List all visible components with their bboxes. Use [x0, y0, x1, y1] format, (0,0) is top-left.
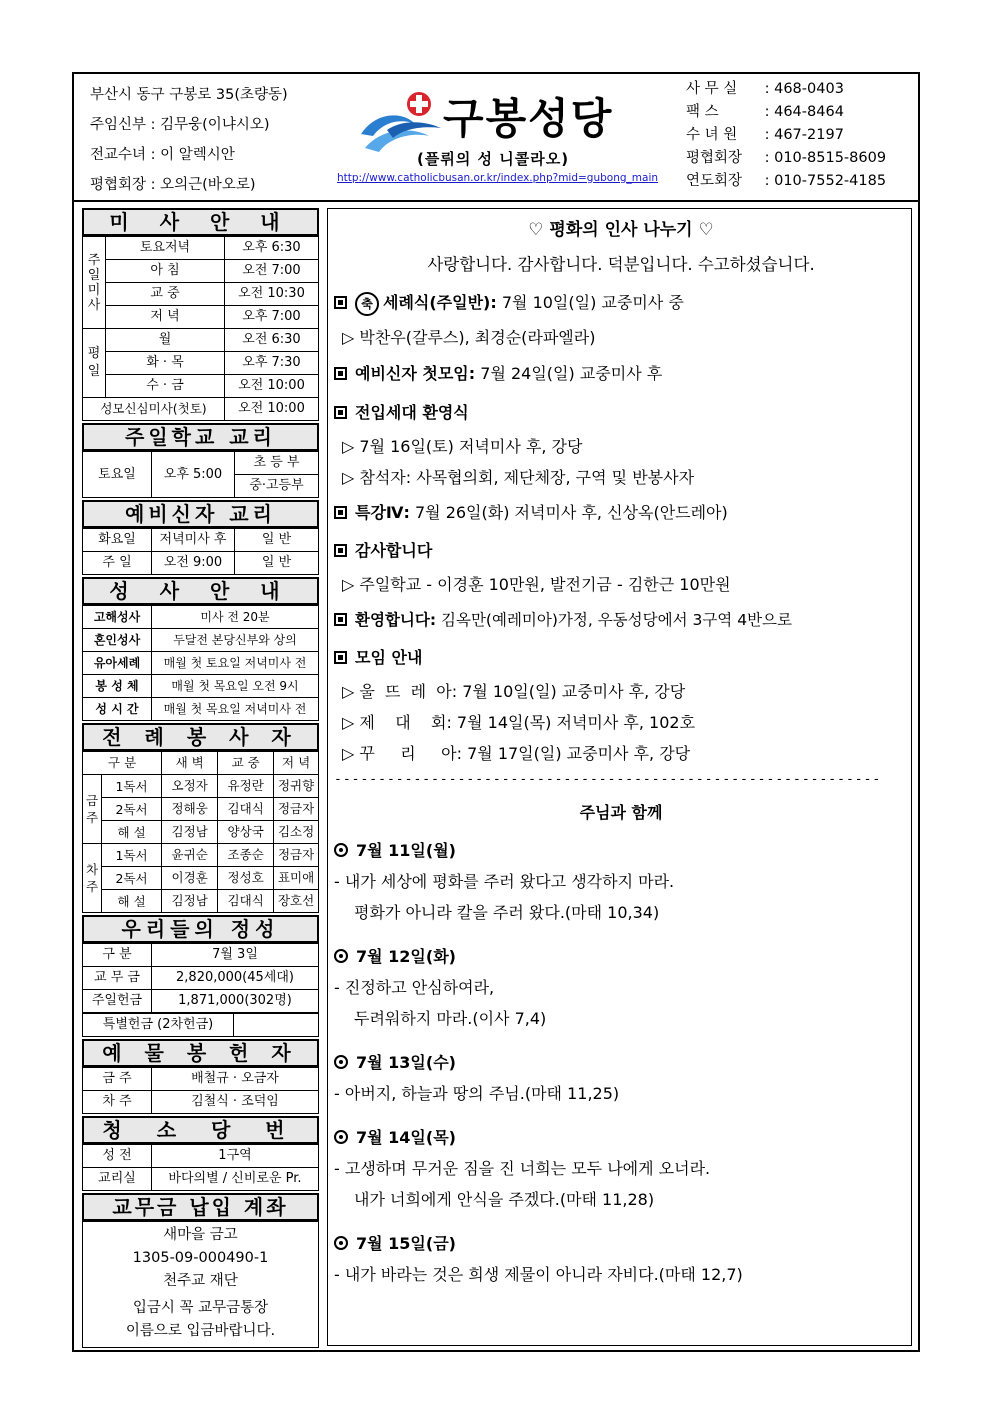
main-content — [327, 208, 912, 1346]
contact-row: 평협회장 : 010-8515-8609 — [686, 147, 886, 170]
day-heading — [334, 1047, 908, 1078]
sacrament-name: 성 시 간 — [83, 698, 152, 721]
sacrament-name: 고해성사 — [83, 606, 152, 629]
square-bullet-icon — [334, 506, 347, 519]
table-row — [83, 821, 319, 844]
square-bullet-icon — [334, 544, 347, 557]
day-heading — [334, 1228, 908, 1259]
table-row — [83, 844, 319, 867]
mass-name: 수 · 금 — [106, 375, 225, 398]
class-group: 초 등 부 — [235, 452, 319, 475]
scripture-line: - 진정하고 안심하여라, — [334, 978, 495, 997]
servers-group-this-week: 금 주 — [83, 775, 102, 844]
table-row — [83, 629, 319, 652]
server-name: 윤귀순 — [162, 844, 218, 867]
account-number: 1305-09-000490-1 — [132, 1250, 269, 1266]
sunday-mass-group: 주 일 미 사 — [83, 237, 106, 329]
sacrament-name: 봉 성 체 — [83, 675, 152, 698]
offering-label: 주일헌금 — [83, 990, 152, 1013]
server-name: 장호선 — [274, 890, 319, 913]
parish-logo — [337, 84, 687, 194]
table-row — [83, 775, 319, 798]
catechumen-title: 예비신자 교리 — [82, 500, 319, 528]
account-note: 입금시 꼭 교무금통장 — [132, 1300, 269, 1316]
contact-label: 사 무 실 — [686, 81, 738, 97]
contact-label: 평협회장 — [686, 150, 743, 166]
mass-time: 오전 6:30 — [225, 329, 319, 352]
parish-name: 구봉성당 — [443, 94, 614, 143]
table-row — [83, 990, 319, 1013]
mass-time: 오후 7:30 — [225, 352, 319, 375]
table-row — [83, 237, 319, 260]
scripture-line: - 내가 바라는 것은 희생 제물이 아니라 자비다.(마태 12,7) — [334, 1265, 743, 1284]
server-role: 2독서 — [102, 867, 162, 890]
class-time: 저녁미사 후 — [152, 529, 235, 552]
table-row — [83, 606, 319, 629]
welcome-ceremony-attendees: ▷ 참석자: 사목협의회, 제단체장, 구역 및 반봉사자 — [342, 468, 695, 487]
table-header: 구 분 — [83, 752, 162, 775]
scripture-line: - 아버지, 하늘과 땅의 주님.(마태 11,25) — [334, 1084, 620, 1103]
day-date: 7월 12일(화) — [356, 947, 456, 966]
lecture-label: 특강Ⅳ: — [355, 503, 410, 522]
table-row — [83, 867, 319, 890]
server-name: 조종순 — [218, 844, 274, 867]
table-row — [83, 529, 319, 552]
table-row — [83, 752, 319, 775]
sacrament-name: 혼인성사 — [83, 629, 152, 652]
divider: -------------------------------------------------------------- — [334, 772, 882, 787]
meeting-entry: ▷ 제 대 회: 7월 14일(목) 저녁미사 후, 102호 — [342, 713, 696, 732]
table-row — [83, 967, 319, 990]
day-heading — [334, 1122, 908, 1153]
scripture-line: - 고생하며 무거운 짐을 진 너희는 모두 나에게 오너라. — [334, 1159, 711, 1178]
class-group: 중·고등부 — [235, 475, 319, 498]
meeting-label: 모임 안내 — [355, 648, 423, 667]
server-name: 정성호 — [218, 867, 274, 890]
cleaning-place: 교리실 — [83, 1168, 152, 1191]
circle-bullet-icon — [334, 843, 348, 857]
parish-website-link[interactable]: http://www.catholicbusan.or.kr/index.php?mid=gubong_main — [337, 172, 659, 184]
sacrament-desc: 두달전 본당신부와 상의 — [152, 629, 319, 652]
square-bullet-icon — [334, 651, 347, 664]
servers-group-next-week: 차 주 — [83, 844, 102, 913]
contact-value: 010-7552-4185 — [774, 173, 887, 189]
contact-value: 464-8464 — [774, 104, 844, 120]
circle-bullet-icon — [334, 1055, 348, 1069]
scripture-line: - 내가 세상에 평화를 주러 왔다고 생각하지 마라. — [334, 872, 675, 891]
gift-names: 배철규 · 오금자 — [152, 1068, 319, 1091]
gift-names: 김철식 · 조덕임 — [152, 1091, 319, 1114]
server-name: 정금자 — [274, 798, 319, 821]
table-row — [83, 1091, 319, 1114]
scripture-line: 두려워하지 마라.(이사 7,4) — [354, 1009, 547, 1028]
table-row — [83, 283, 319, 306]
day-date: 7월 15일(금) — [356, 1234, 456, 1253]
sacrament-table — [82, 605, 319, 721]
server-name: 정귀향 — [274, 775, 319, 798]
cleaning-team: 1구역 — [152, 1145, 319, 1168]
table-row — [83, 329, 319, 352]
offering-title: 우리들의 정성 — [82, 915, 319, 943]
mass-name: 화 · 목 — [106, 352, 225, 375]
contact-value: 467-2197 — [774, 127, 844, 143]
server-name: 유정란 — [218, 775, 274, 798]
lecture-text: 7월 26일(화) 저녁미사 후, 신상옥(안드레아) — [409, 503, 728, 522]
meeting-entry: ▷ 꾸 리 아: 7월 17일(일) 교중미사 후, 강당 — [342, 744, 691, 763]
day-date: 7월 11일(월) — [356, 841, 456, 860]
thanks-text: ▷ 주일학교 - 이경훈 10만원, 발전기금 - 김한근 10만원 — [342, 575, 731, 594]
table-row — [83, 1068, 319, 1091]
table-row — [83, 1168, 319, 1191]
parish-emblem-icon — [357, 90, 449, 156]
table-row — [83, 1145, 319, 1168]
welcome-ceremony-label: 전입세대 환영식 — [355, 403, 469, 422]
servers-title: 전 례 봉 사 자 — [82, 723, 319, 751]
server-role: 2독서 — [102, 798, 162, 821]
account-note: 이름으로 입금바랍니다. — [125, 1323, 276, 1339]
table-row — [83, 352, 319, 375]
welcome-ceremony-time: ▷ 7월 16일(토) 저녁미사 후, 강당 — [342, 437, 583, 456]
square-bullet-icon — [334, 406, 347, 419]
class-day: 토요일 — [83, 452, 152, 498]
mass-time: 오후 7:00 — [225, 306, 319, 329]
table-row — [83, 1014, 319, 1037]
circle-bullet-icon — [334, 1236, 348, 1250]
sacrament-desc: 미사 전 20분 — [152, 606, 319, 629]
baptism-names: ▷ 박찬우(갈루스), 최경순(라파엘라) — [342, 328, 596, 347]
sunday-school-table — [82, 451, 319, 498]
contact-value: 010-8515-8609 — [774, 150, 887, 166]
contact-label: 팩 스 — [686, 104, 719, 120]
circle-bullet-icon — [334, 949, 348, 963]
mass-name: 성모신심미사(첫토) — [83, 398, 225, 421]
servers-table — [82, 751, 319, 913]
mass-time: 오전 10:00 — [225, 398, 319, 421]
offering-label: 교 무 금 — [83, 967, 152, 990]
mass-time: 오전 7:00 — [225, 260, 319, 283]
special-offering-table — [82, 1013, 319, 1037]
table-row — [83, 890, 319, 913]
class-type: 일 반 — [235, 529, 319, 552]
newcomer-item — [334, 600, 908, 640]
newcomer-label: 환영합니다: — [355, 611, 437, 629]
class-time: 오후 5:00 — [152, 452, 235, 498]
offering-table — [82, 943, 319, 1013]
baptism-item — [334, 284, 908, 322]
table-row — [83, 398, 319, 421]
mass-schedule-title: 미 사 안 내 — [82, 208, 319, 236]
server-name: 표미애 — [274, 867, 319, 890]
server-name: 김소정 — [274, 821, 319, 844]
special-offering-label: 특별헌금 (2차헌금) — [83, 1014, 234, 1037]
server-name: 김대식 — [218, 798, 274, 821]
thanks-label: 감사합니다 — [355, 541, 433, 560]
mass-name: 교 중 — [106, 283, 225, 306]
cleaning-table — [82, 1144, 319, 1191]
meeting-item — [334, 640, 908, 676]
sister: 전교수녀 : 이 알렉시안 — [90, 147, 235, 163]
mass-name: 아 침 — [106, 260, 225, 283]
sacrament-desc: 매월 첫 목요일 저녁미사 전 — [152, 698, 319, 721]
newcomer-text: 김옥만(예레미아)가정, 우동성당에서 3구역 4반으로 — [436, 611, 792, 629]
account-bank: 새마을 금고 — [163, 1227, 238, 1243]
account-holder: 천주교 재단 — [163, 1273, 238, 1289]
priest: 주임신부 : 김무웅(이냐시오) — [90, 117, 270, 133]
server-role: 해 설 — [102, 821, 162, 844]
server-name: 김정남 — [162, 890, 218, 913]
table-header: 새 벽 — [162, 752, 218, 775]
class-day: 주 일 — [83, 552, 152, 575]
mass-time: 오전 10:30 — [225, 283, 319, 306]
council-president: 평협회장 : 오의근(바오로) — [90, 177, 256, 193]
server-name: 정금자 — [274, 844, 319, 867]
table-row — [83, 698, 319, 721]
offering-value: 7월 3일 — [152, 944, 319, 967]
offering-label: 구 분 — [83, 944, 152, 967]
day-date: 7월 13일(수) — [356, 1053, 456, 1072]
contact-row: 수 녀 원 : 467-2197 — [686, 124, 886, 147]
table-row — [83, 375, 319, 398]
sunday-school-title: 주일학교 교리 — [82, 423, 319, 451]
table-row — [83, 652, 319, 675]
table-row — [83, 798, 319, 821]
sacrament-desc: 매월 첫 토요일 저녁미사 전 — [152, 652, 319, 675]
server-name: 양상국 — [218, 821, 274, 844]
mass-time: 오전 10:00 — [225, 375, 319, 398]
account-title: 교무금 납입 계좌 — [82, 1193, 319, 1221]
baptism-text: 7월 10일(일) 교중미사 중 — [496, 293, 684, 312]
contact-label: 연도회장 — [686, 173, 743, 189]
mass-name: 월 — [106, 329, 225, 352]
address: 부산시 동구 구봉로 35(초량동) — [90, 87, 288, 103]
server-role: 해 설 — [102, 890, 162, 913]
sacrament-title: 성 사 안 내 — [82, 577, 319, 605]
cleaning-title: 청 소 당 번 — [82, 1116, 319, 1144]
table-header: 교 중 — [218, 752, 274, 775]
welcome-ceremony-item — [334, 395, 908, 431]
server-name: 오정자 — [162, 775, 218, 798]
sacrament-name: 유아세례 — [83, 652, 152, 675]
special-offering-value — [234, 1014, 319, 1037]
contact-row: 팩 스 : 464-8464 — [686, 101, 886, 124]
contact-row: 사 무 실 : 468-0403 — [686, 78, 886, 101]
server-name: 김정남 — [162, 821, 218, 844]
gift-offerers-table — [82, 1067, 319, 1114]
class-type: 일 반 — [235, 552, 319, 575]
sacrament-desc: 매월 첫 목요일 오전 9시 — [152, 675, 319, 698]
table-row — [83, 944, 319, 967]
parish-info — [90, 80, 288, 200]
table-row — [83, 306, 319, 329]
greeting-title: ♡ 평화의 인사 나누기 ♡ — [528, 220, 714, 240]
server-name: 김대식 — [218, 890, 274, 913]
contact-list — [686, 78, 886, 193]
meeting-entry: ▷ 울 뜨 레 아: 7월 10일(일) 교중미사 후, 강당 — [342, 682, 686, 701]
scripture-line: 평화가 아니라 칼을 주러 왔다.(마태 10,34) — [354, 903, 660, 922]
square-bullet-icon — [334, 367, 347, 380]
celebration-badge-icon: 축 — [355, 292, 379, 316]
server-name: 이경훈 — [162, 867, 218, 890]
table-row — [83, 552, 319, 575]
patron-saint: (플뤼의 성 니콜라오) — [417, 150, 570, 168]
square-bullet-icon — [334, 296, 347, 309]
weekday-mass-group: 평 일 — [83, 329, 106, 398]
catechumen-meeting-label: 예비신자 첫모임: — [355, 364, 476, 383]
gift-week: 금 주 — [83, 1068, 152, 1091]
server-role: 1독서 — [102, 775, 162, 798]
mass-name: 토요저녁 — [106, 237, 225, 260]
mass-time: 오후 6:30 — [225, 237, 319, 260]
day-heading — [334, 835, 908, 866]
catechumen-meeting-item — [334, 353, 908, 395]
contact-value: 468-0403 — [774, 81, 844, 97]
class-day: 화요일 — [83, 529, 152, 552]
catechumen-table — [82, 528, 319, 575]
offering-value: 1,871,000(302명) — [152, 990, 319, 1013]
contact-row: 연도회장 : 010-7552-4185 — [686, 170, 886, 193]
account-box — [82, 1221, 319, 1348]
cleaning-team: 바다의별 / 신비로운 Pr. — [152, 1168, 319, 1191]
mass-schedule-table — [82, 236, 319, 421]
bulletin-header — [72, 72, 920, 202]
server-role: 1독서 — [102, 844, 162, 867]
gift-offerers-title: 예 물 봉 헌 자 — [82, 1039, 319, 1067]
greeting-text: 사랑합니다. 감사합니다. 덕분입니다. 수고하셨습니다. — [427, 255, 815, 274]
left-column — [82, 208, 319, 1348]
table-row — [83, 675, 319, 698]
lecture-item — [334, 493, 908, 533]
gift-week: 차 주 — [83, 1091, 152, 1114]
day-date: 7월 14일(목) — [356, 1128, 456, 1147]
catechumen-meeting-text: 7월 24일(일) 교중미사 후 — [475, 364, 663, 383]
thanks-item — [334, 533, 908, 569]
with-lord-title: 주님과 함께 — [579, 803, 663, 822]
cleaning-place: 성 전 — [83, 1145, 152, 1168]
circle-bullet-icon — [334, 1130, 348, 1144]
server-name: 정해웅 — [162, 798, 218, 821]
table-row — [83, 452, 319, 475]
offering-value: 2,820,000(45세대) — [152, 967, 319, 990]
square-bullet-icon — [334, 613, 347, 626]
table-row — [83, 260, 319, 283]
table-header: 저 녁 — [274, 752, 319, 775]
contact-label: 수 녀 원 — [686, 127, 738, 143]
mass-name: 저 녁 — [106, 306, 225, 329]
scripture-line: 내가 너희에게 안식을 주겠다.(마태 11,28) — [354, 1190, 655, 1209]
class-time: 오전 9:00 — [152, 552, 235, 575]
baptism-label: 세례식(주일반): — [383, 293, 497, 312]
day-heading — [334, 941, 908, 972]
